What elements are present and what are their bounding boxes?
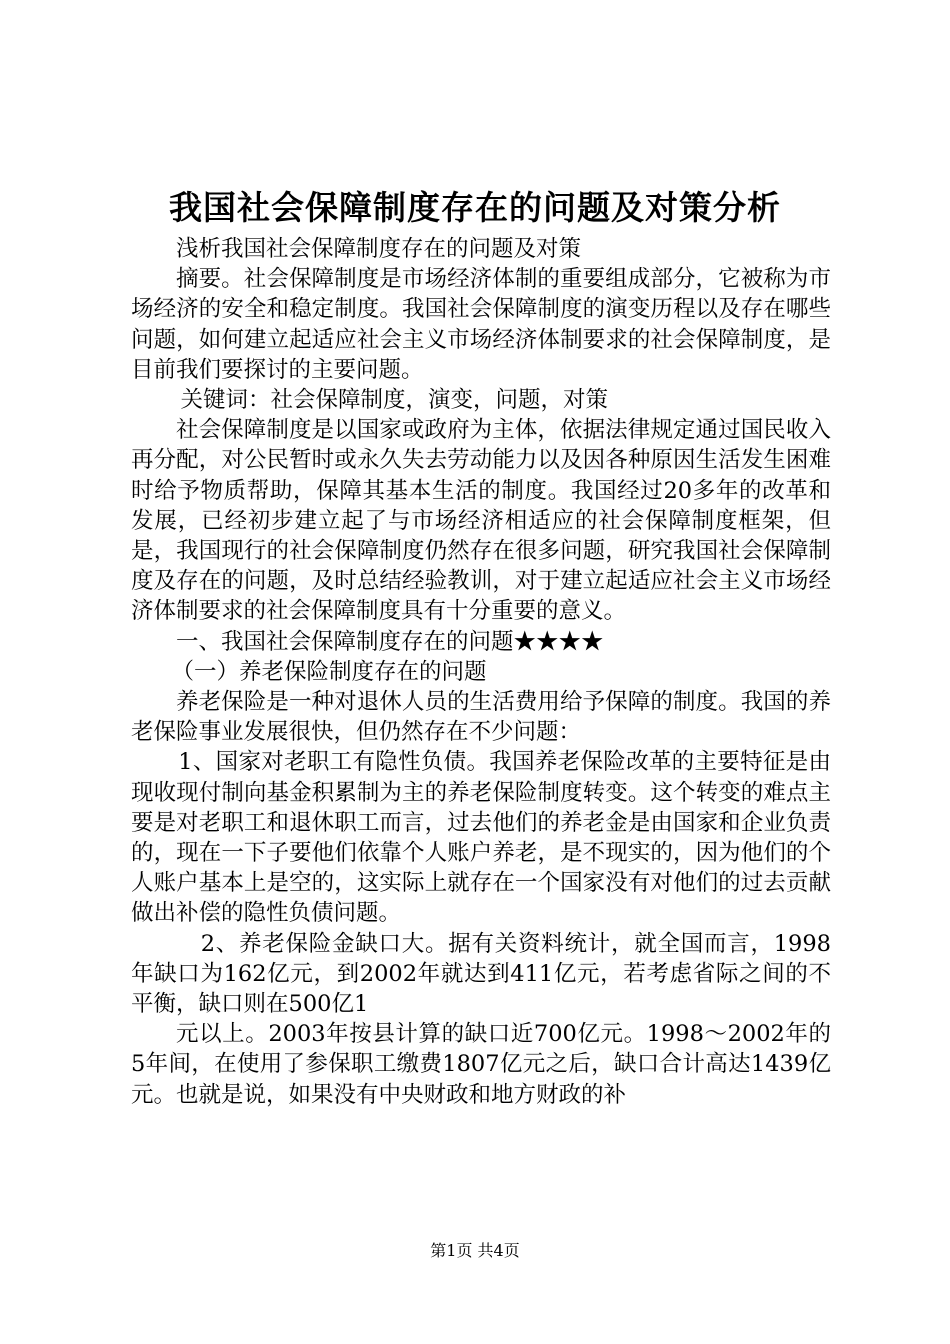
- intro-paragraph: 社会保障制度是以国家或政府为主体，依据法律规定通过国民收入再分配，对公民暂时或永久失去劳动能力以及因各种原因生活发生困难时给予物质帮助，保障其基本生活的制度。我国经过20多年的改革和发展，已经初步建立起了与市场经济相适应的社会保障制度框架，但是，我国现行的社会保障制度仍然存在很多问题，研究我国社会保障制度及存在的问题，及时总结经验教训，对于建立起适应社会主义市场经济体制要求的社会保障制度具有十分重要的意义。: [131, 417, 831, 625]
- keywords-paragraph: 关键词：社会保障制度，演变，问题，对策: [180, 387, 609, 414]
- numbered-paragraph: 2、养老保险金缺口大。据有关资料统计，就全国而言，1998年缺口为162亿元，到2002年就达到411亿元，若考虑省际之间的不平衡，缺口则在500亿1: [131, 930, 831, 1018]
- document-title: 我国社会保障制度存在的问题及对策分析: [169, 188, 781, 227]
- subtitle-paragraph: 浅析我国社会保障制度存在的问题及对策: [176, 236, 582, 262]
- body-paragraph: 元以上。2003年按县计算的缺口近700亿元。1998～2002年的5年间，在使用了参保职工缴费1807亿元之后，缺口合计高达1439亿元。也就是说，如果没有中央财政和地方财政的补: [131, 1021, 831, 1108]
- body-paragraph: 养老保险是一种对退休人员的生活费用给予保障的制度。我国的养老保险事业发展很快，但仍然存在不少问题：: [131, 689, 831, 746]
- document-body: [131, 234, 831, 1110]
- numbered-paragraph: 1、国家对老职工有隐性负债。我国养老保险改革的主要特征是由现收现付制向基金积累制为主的养老保险制度转变。这个转变的难点主要是对老职工和退休职工而言，过去他们的养老金是由国家和企业负责的，现在一下子要他们依靠个人账户养老，是不现实的，因为他们的个人账户基本上是空的，这实际上就存在一个国家没有对他们的过去贡献做出补偿的隐性负债问题。: [131, 749, 831, 927]
- page-footer: 第1页 共4页: [430, 1241, 520, 1260]
- section-heading: 一、我国社会保障制度存在的问题★★★★: [176, 628, 604, 655]
- abstract-paragraph: 摘要。社会保障制度是市场经济体制的重要组成部分，它被称为市场经济的安全和稳定制度。我国社会保障制度的演变历程以及存在哪些问题，如何建立起适应社会主义市场经济体制要求的社会保障制度，是目前我们要探讨的主要问题。: [131, 266, 831, 383]
- subsection-heading: （一）养老保险制度存在的问题: [171, 658, 487, 685]
